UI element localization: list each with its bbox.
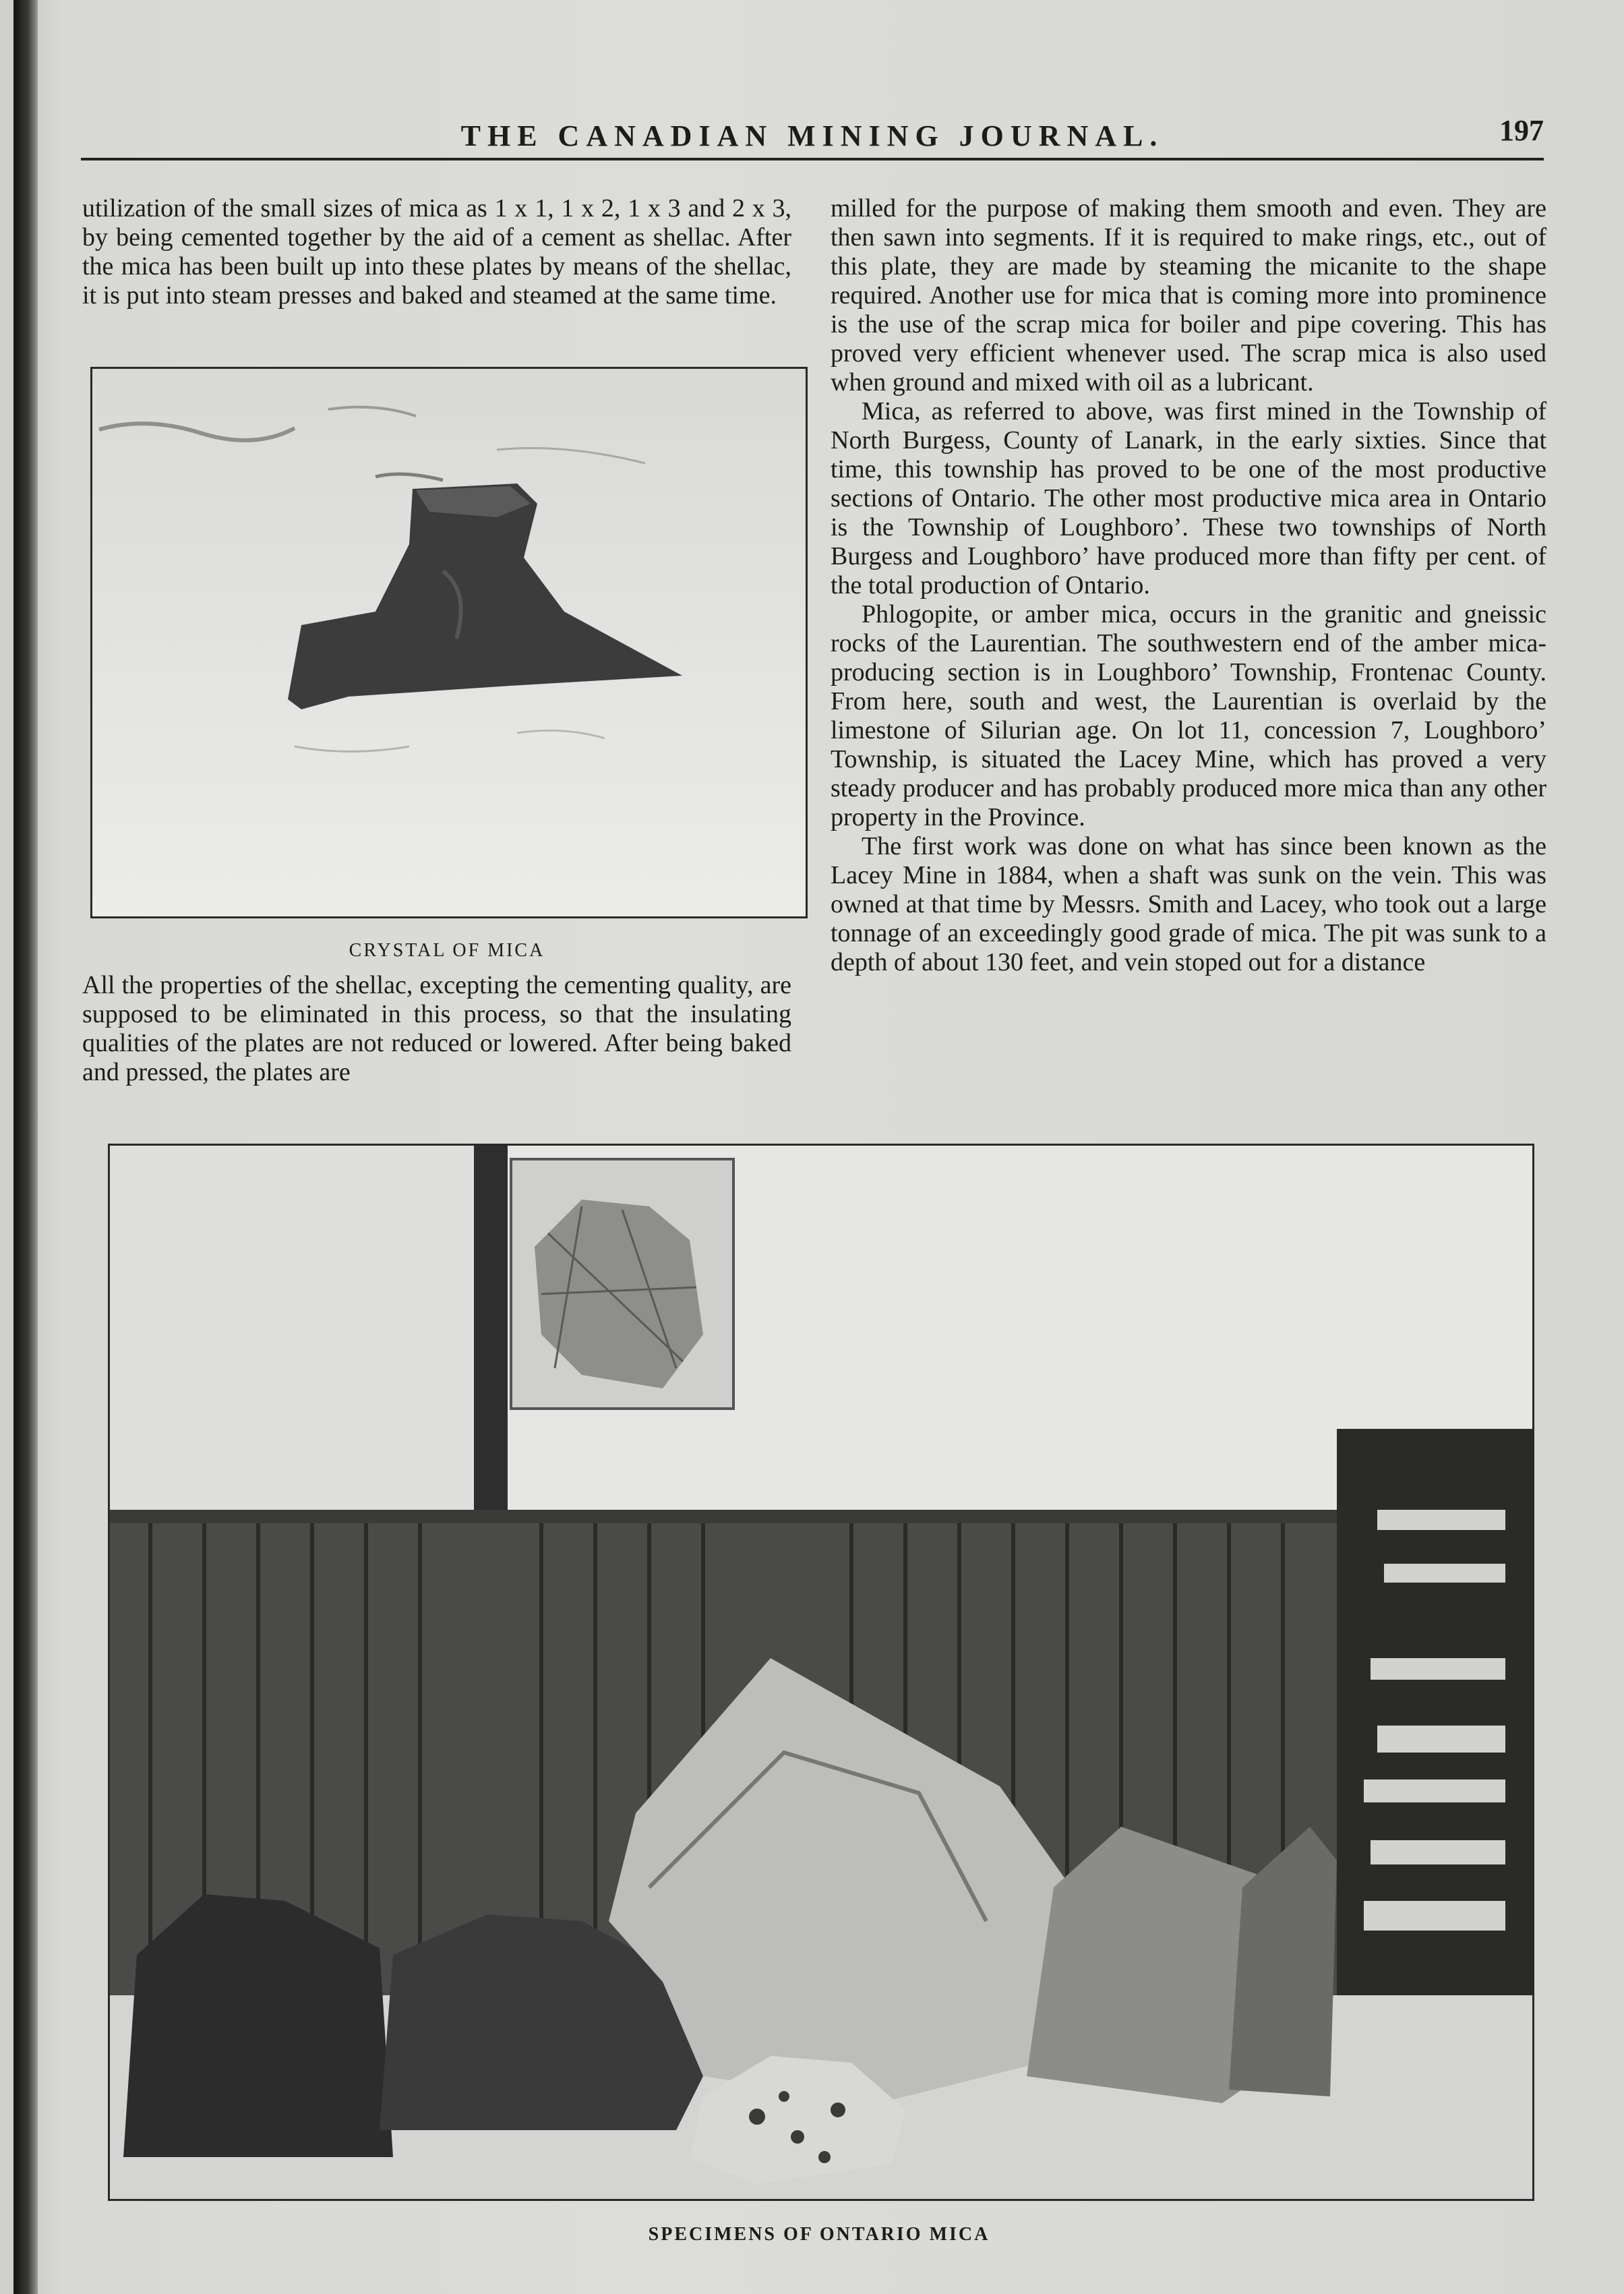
- header-rule: [81, 158, 1544, 160]
- running-head: [81, 114, 1544, 162]
- left-column-bottom: [82, 971, 791, 1087]
- specimens-of-ontario-mica-photo: [108, 1144, 1534, 2201]
- page-number: 197: [1499, 114, 1544, 147]
- paragraph: milled for the purpose of making them smooth and even. They are then sawn into segments. If it is required to make rings, etc., out of this plate, they are made by steaming the micanite to the shape required. Another use for mica that is coming more into prominence is the use of the scrap mica for boiler and pipe covering. This has proved very efficient whenever used. The scrap mica is also used when ground and mixed with oil as a lubricant.: [831, 194, 1546, 396]
- book-spine-shadow: [13, 0, 38, 2294]
- paragraph: The first work was done on what has since been known as the Lacey Mine in 1884, when a shaft was sunk on the vein. This was owned at that time by Messrs. Smith and Lacey, who took out a large tonnage of an exceedingly good grade of mica. The pit was sunk to a depth of about 130 feet, and vein stoped out for a distance: [831, 832, 1546, 976]
- specimens-caption: SPECIMENS OF ONTARIO MICA: [648, 2224, 990, 2245]
- paragraph: Mica, as referred to above, was first mined in the Township of North Burgess, County of Lanark, in the early sixties. Since that time, this township has proved to be one of the most productive sections of Ontario. The other most productive mica area in Ontario is the Township of Loughboro’. These two townships of North Burgess and Loughboro’ have produced more than fifty per cent. of the total production of Ontario.: [831, 397, 1546, 599]
- journal-title: THE CANADIAN MINING JOURNAL.: [460, 119, 1164, 152]
- crystal-caption: CRYSTAL OF MICA: [349, 940, 545, 961]
- left-column-top: [82, 194, 791, 310]
- paragraph: utilization of the small sizes of mica as 1 x 1, 1 x 2, 1 x 3 and 2 x 3, by being cemented together by the aid of a cement as shellac. After the mica has been built up into these plates by means of the shellac, it is put into steam presses and baked and steamed at the same time.: [82, 194, 791, 310]
- paragraph: Phlogopite, or amber mica, occurs in the granitic and gneissic rocks of the Laurentian. The southwestern end of the amber mica-producing section is in Loughboro’ Township, Frontenac County. From here, south and west, the Laurentian is overlaid by the limestone of Silurian age. On lot 11, concession 7, Loughboro’ Township, is situated the Lacey Mine, which has proved a very steady producer and has probably produced more mica than any other property in the Province.: [831, 600, 1546, 831]
- crystal-of-mica-photo: [90, 367, 808, 918]
- right-column: [831, 194, 1546, 977]
- paragraph: All the properties of the shellac, excepting the cementing quality, are supposed to be eliminated in this process, so that the insulating qualities of the plates are not reduced or lowered. After being baked and pressed, the plates are: [82, 971, 791, 1086]
